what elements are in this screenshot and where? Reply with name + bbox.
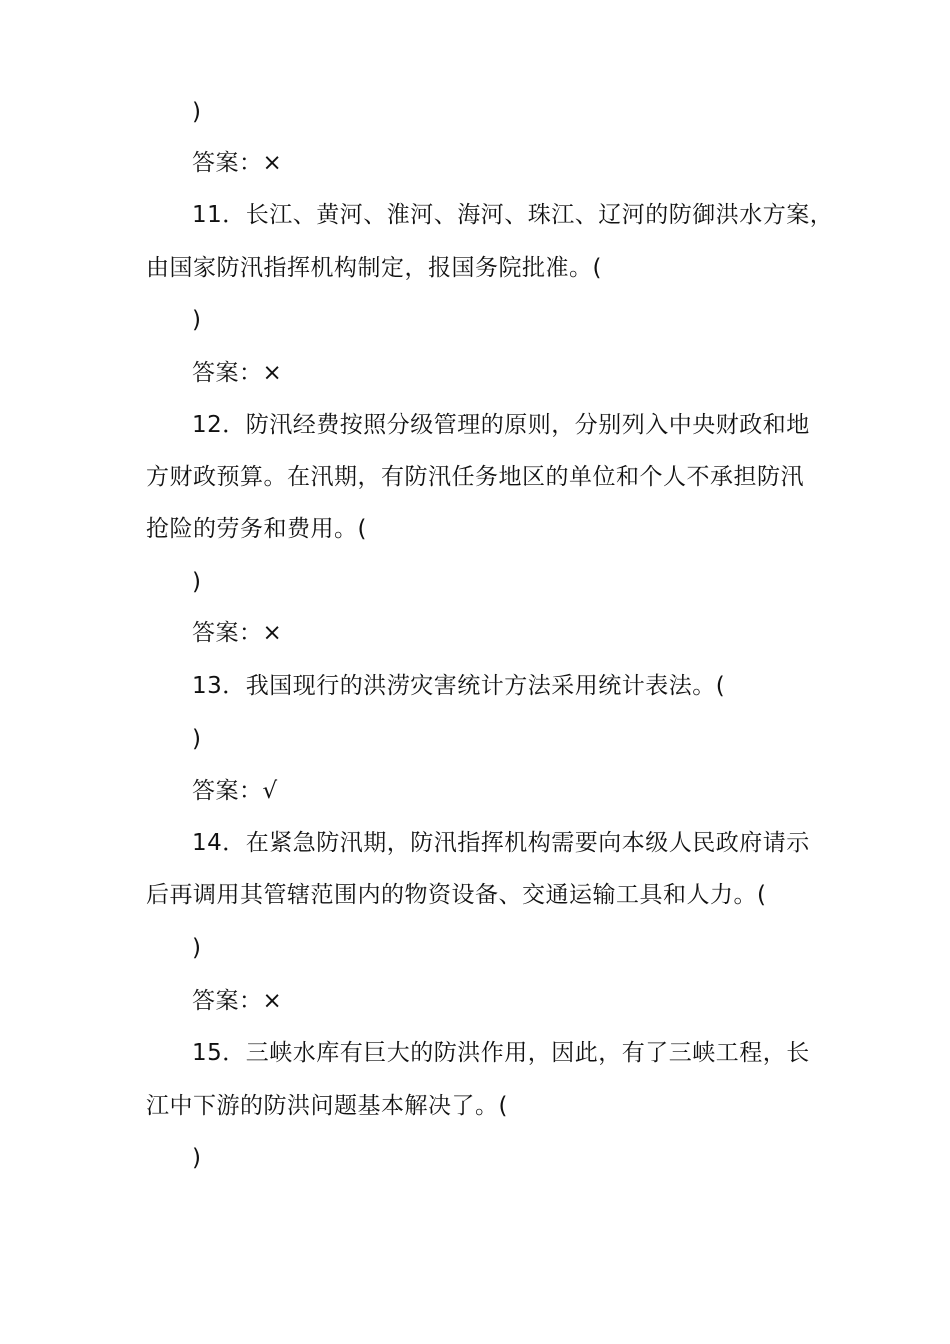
- question-12-line-3: 抢险的劳务和费用。(: [146, 516, 367, 542]
- question-11-line-1: 11．长江、黄河、淮河、海河、珠江、辽河的防御洪水方案，: [192, 202, 834, 228]
- blank-paren-close: ): [192, 99, 202, 125]
- blank-paren-close: ): [192, 1145, 202, 1171]
- blank-paren-close: ): [192, 726, 202, 752]
- blank-paren-close: ): [192, 935, 202, 961]
- answer-10: 答案：×: [192, 150, 283, 176]
- answer-14: 答案：×: [192, 988, 283, 1014]
- question-15-line-2: 江中下游的防洪问题基本解决了。(: [146, 1093, 508, 1119]
- answer-12: 答案：×: [192, 620, 283, 646]
- answer-11: 答案：×: [192, 360, 283, 386]
- question-14-line-1: 14．在紧急防汛期，防汛指挥机构需要向本级人民政府请示: [192, 830, 810, 856]
- question-13-line-1: 13．我国现行的洪涝灾害统计方法采用统计表法。(: [192, 673, 726, 699]
- answer-13: 答案：√: [192, 778, 278, 804]
- question-12-line-2: 方财政预算。在汛期，有防汛任务地区的单位和个人不承担防汛: [146, 464, 804, 490]
- question-12-line-1: 12．防汛经费按照分级管理的原则，分别列入中央财政和地: [192, 412, 810, 438]
- question-14-line-2: 后再调用其管辖范围内的物资设备、交通运输工具和人力。(: [146, 882, 767, 908]
- blank-paren-close: ): [192, 307, 202, 333]
- question-15-line-1: 15．三峡水库有巨大的防洪作用，因此，有了三峡工程，长: [192, 1040, 810, 1066]
- question-11-line-2: 由国家防汛指挥机构制定，报国务院批准。(: [146, 255, 602, 281]
- blank-paren-close: ): [192, 569, 202, 595]
